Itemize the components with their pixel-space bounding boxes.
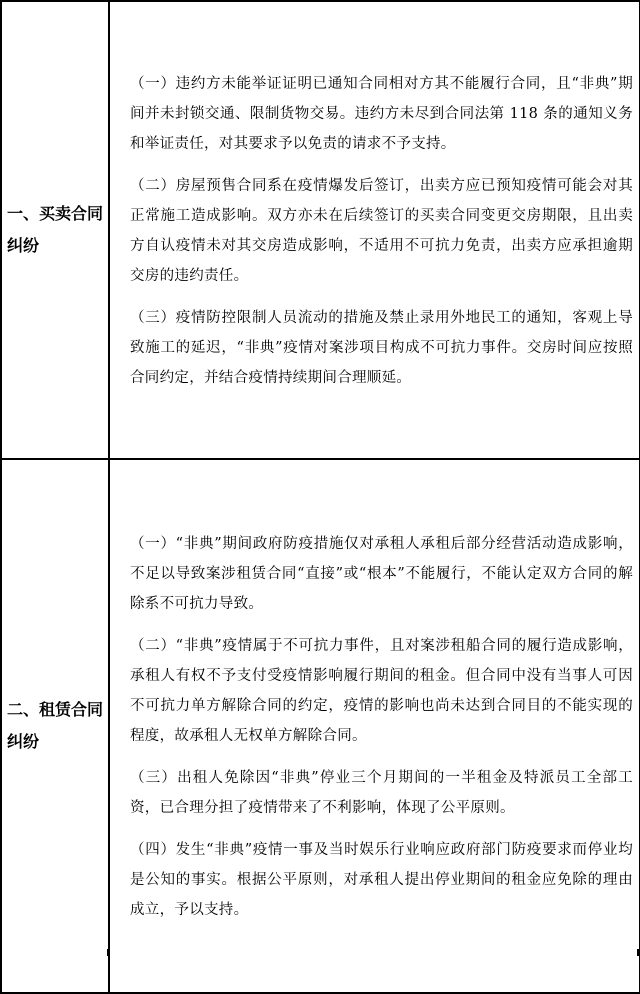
table-row-sales-dispute [1,1,640,459]
content-cell [109,1,640,459]
table-row-lease-dispute [1,459,640,993]
paragraph: （三）疫情防控限制人员流动的措施及禁止录用外地民工的通知，客观上导致施工的延迟，“非典”疫情对案涉项目构成不可抗力事件。交房时间应按照合同约定，并结合疫情持续期间合理顺延。 [130,310,633,386]
category-cell [1,1,109,459]
content-cell [109,459,640,993]
category-label: 二、租赁合同纠纷 [7,700,104,751]
table-border-line [637,949,639,956]
paragraph: （四）发生“非典”疫情一事及当时娱乐行业响应政府部门防疫要求而停业均是公知的事实。根据公平原则，对承租人提出停业期间的租金应免除的理由成立，予以支持。 [130,842,633,918]
paragraph: （一）“非典”期间政府防疫措施仅对承租人承租后部分经营活动造成影响，不足以导致案涉租赁合同“直接”或“根本”不能履行，不能认定双方合同的解除系不可抗力导致。 [130,536,633,612]
category-label: 一、买卖合同纠纷 [7,204,104,255]
table-border-line [107,949,109,956]
paragraph: （二）“非典”疫情属于不可抗力事件，且对案涉租船合同的履行造成影响，承租人有权不予支付受疫情影响履行期间的租金。但合同中没有当事人可因不可抗力单方解除合同的约定，疫情的影响也尚未达到合同目的不能实现的程度，故承租人无权单方解除合同。 [130,638,633,744]
paragraph: （二）房屋预售合同系在疫情爆发后签订，出卖方应已预知疫情可能会对其正常施工造成影响。双方亦未在后续签订的买卖合同变更交房期限，且出卖方自认疫情未对其交房造成影响，不适用不可抗力免责，出卖方应承担逾期交房的违约责任。 [130,178,633,284]
paragraph: （一）违约方未能举证证明已通知合同相对方其不能履行合同，且“非典”期间并未封锁交通、限制货物交易。违约方未尽到合同法第 118 条的通知义务和举证责任，对其要求予以免责的请求不予支持。 [130,76,633,152]
table-border-line [0,949,2,956]
paragraph: （三）出租人免除因“非典”停业三个月期间的一半租金及特派员工全部工资，已合理分担了疫情带来了不利影响，体现了公平原则。 [130,770,633,816]
category-cell [1,459,109,993]
next-row-border [0,949,640,956]
